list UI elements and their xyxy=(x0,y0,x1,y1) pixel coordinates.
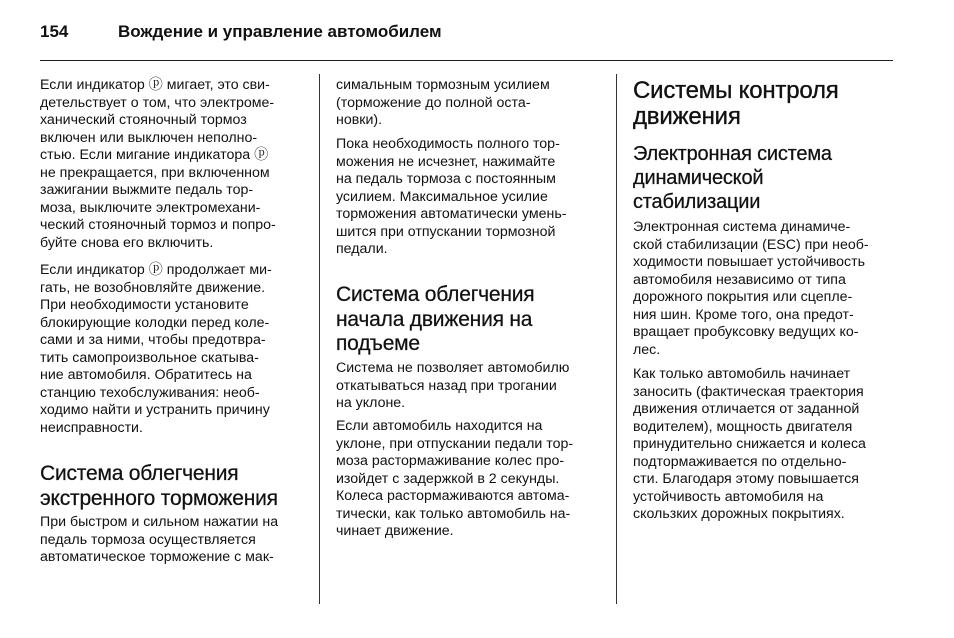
heading-esc: Электронная система динамической стабилизации xyxy=(633,143,832,213)
paragraph-max-braking: симальным тормозным усилием (торможение до полной оста- новки). xyxy=(336,77,550,128)
paragraph-emergency-braking: При быстром и сильном нажатии на педаль тормоза осуществляется автоматическое торможение с мак- xyxy=(40,514,279,565)
paragraph-hill-start-2: Если автомобиль находится на уклоне, при отпускании педали тор- моза растормаживание колес про- изойдет с задержкой в 2 секунды. Колеса растормаживаются автома- тически, как только автомобиль на- чинает движение. xyxy=(336,418,574,539)
heading-traction-systems: Системы контроля движения xyxy=(633,77,839,130)
page-header xyxy=(0,0,954,62)
chapter-title: Вождение и управление автомобилем xyxy=(118,22,442,41)
heading-emergency-braking: Система облегчения экстренного торможения xyxy=(40,462,278,510)
paragraph-hill-start-1: Система не позволяет автомобилю откатываться назад при трогании на уклоне. xyxy=(336,360,570,411)
paragraph-esc-description: Электронная система динамиче- ской стабилизации (ESC) при необ- ходимости повышает устойчивость автомобиля независимо от типа дорожного покрытия или сцепле- ния шин. Кроме того, она предот- вращает пробуксовку ведущих ко- лес. xyxy=(633,219,869,358)
column-divider xyxy=(319,74,320,604)
paragraph-hold-pedal: Пока необходимость полного тор- можения не исчезнет, нажимайте на педаль тормоза с постоянным усилием. Максимальное усилие торможения автоматически умень- шится при отпускании тормозной педали. xyxy=(336,136,567,257)
page-number: 154 xyxy=(40,22,69,41)
paragraph-esc-skid: Как только автомобиль начинает заносить (фактическая траектория движения отличается от заданной водителем), мощность двигателя принудительно снижается и колеса подтормаживается по отдельно- сти. Благодаря этому повышается устойчивость автомобиля на скользких дорожных покрытиях. xyxy=(633,366,866,522)
header-rule xyxy=(40,60,893,61)
column-divider xyxy=(616,74,617,604)
heading-hill-start-assist: Система облегчения начала движения на подъеме xyxy=(336,283,535,355)
paragraph-indicator-blinking: Если индикатор ⓟ мигает, это сви- детельствует о том, что электроме- ханический стояночный тормоз включен или выключен неполно- стью. Если мигание индикатора ⓟ не прекращается, при включенном зажигании выжмите педаль тор- моза, выключите электромехани- ческий стояночный тормоз и попро- буйте снова его включить. xyxy=(40,77,276,251)
paragraph-indicator-continues: Если индикатор ⓟ продолжает ми- гать, не возобновляйте движение. При необходимости установите блокирующие колодки перед коле- сами и за ними, чтобы предотвра- тить самопроизвольное скатыва- ние автомобиля. Обратитесь на станцию техобслуживания: необ- ходимо найти и устранить причину неисправности. xyxy=(40,262,272,436)
